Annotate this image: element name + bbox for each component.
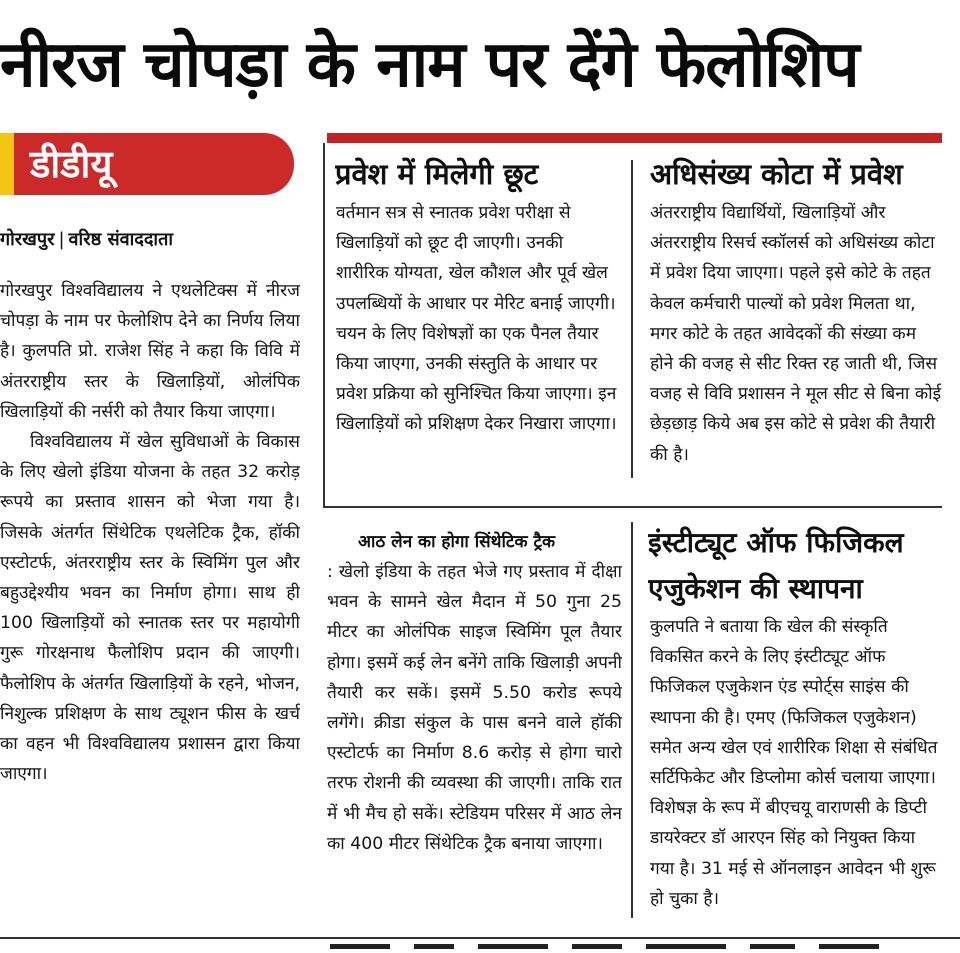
next-article-cropped-text [330, 944, 950, 953]
quota-box-body: अंतरराष्ट्रीय विद्यार्थियों, खिलाड़ियों और अंतरराष्ट्रीय रिसर्च स्कॉलर्स को अधिसंख्य कोटा में प्रवेश दिया जाएगा। पहले इसे कोटे के तहत केवल कर्मचारी पाल्यों को प्रवेश मिलता था, मगर कोटे के तहत आवेदकों की संख्या कम होने की वजह से सीट रिक्त रह जाती थी, जिस वजह से विवि प्रशासन ने मूल सीट से बिना कोई छेड़छाड़ किये अब इस कोटे से प्रवेश की तैयारी की है। [650, 203, 942, 465]
section-divider [323, 506, 942, 508]
top-red-rule [327, 133, 942, 143]
section-tag-accent [0, 133, 14, 195]
section-tag-label: डीडीयू [30, 142, 113, 186]
byline-reporter: वरिष्ठ संवाददाता [68, 229, 173, 250]
admission-box-body: वर्तमान सत्र से स्नातक प्रवेश परीक्षा से खिलाड़ियों को छूट दी जाएगी। उनकी शारीरिक योग्यता, खेल कौशल और पूर्व खेल उपलब्धियों के आधार पर मेरिट बनाई जाएगी। चयन के लिए विशेषज्ञों का एक पैनल तैयार किया जाएगा, उनकी संस्तुति के आधार पर प्रवेश प्रक्रिया को सुनिश्चित किया जाएगा। इन खिलाड़ियों को प्रशिक्षण देकर निखारा जाएगा। [336, 203, 617, 435]
column-divider [323, 143, 325, 506]
track-box-title: आठ लेन का होगा सिंथेटिक ट्रैक [358, 532, 556, 552]
byline-separator: | [58, 229, 65, 250]
main-story-paragraph: विश्वविद्यालय में खेल सुविधाओं के विकास के लिए खेलो इंडिया योजना के तहत 32 करोड़ रूपये का प्रस्ताव शासन को भेजा गया है। जिसके अंतर्गत सिंथेटिक एथलेटिक ट्रैक, हॉकी एस्टोटर्फ, अंतरराष्ट्रीय स्तर के स्विमिंग पुल और बहुउद्देश्यीय भवन का निर्माण होगा। साथ ही 100 खिलाड़ियों को स्नातक स्तर पर महायोगी गुरू गोरक्षनाथ फैलोशिप प्रदान की जाएगी। फैलोशिप के अंतर्गत खिलाड़ियों के रहने, भोजन, निशुल्क प्रशिक्षण के साथ ट्यूशन फीस के खर्च का वहन भी विश्वविद्यालय प्रशासन द्वारा किया जाएगा। [0, 432, 300, 785]
institute-box-body: कुलपति ने बताया कि खेल की संस्कृति विकसित करने के लिए इंस्टीट्यूट ऑफ फिजिकल एजुकेशन एंड स्पोर्ट्स साइंस की स्थापना की है। एमए (फिजिकल एजुकेशन) समेत अन्य खेल एवं शारीरिक शिक्षा से संबंधित सर्टिफिकेट और डिप्लोमा कोर्स चलाया जाएगा। विशेषज्ञ के रूप में बीएचयू वाराणसी के डिप्टी डायरेक्टर डॉ आरएन सिंह को नियुक्त किया गया है। 31 मई से ऑनलाइन आवेदन भी शुरू हो चुका है। [650, 617, 938, 909]
headline: नीरज चोपड़ा के नाम पर देंगे फेलोशिप [0, 28, 859, 102]
main-story-column [0, 276, 300, 940]
bottom-divider [0, 937, 960, 939]
byline-place: गोरखपुर [0, 229, 55, 250]
track-box-body: : खेलो इंडिया के तहत भेजे गए प्रस्ताव में दीक्षा भवन के सामने खेल मैदान में 50 गुना 25 मीटर का ओलंपिक साइज स्विमिंग पूल तैयार होगा। इसमें कई लेन बनेंगे ताकि खिलाड़ी अपनी तैयारी कर सकें। इसमें 5.50 करोड रूपये लगेंगे। क्रीडा संकुल के पास बनने वाले हॉकी एस्टोटर्फ का निर्माण 8.6 करोड़ से होगा चारो तरफ रोशनी की व्यवस्था की जाएगी। ताकि रात में भी मैच हो सकें। स्टेडियम परिसर में आठ लेन का 400 मीटर सिंथेटिक ट्रैक बनाया जाएगा। [327, 562, 622, 854]
column-divider [631, 160, 633, 478]
byline [0, 222, 300, 258]
admission-box-title: प्रवेश में मिलेगी छूट [335, 157, 539, 191]
main-story-paragraph: गोरखपुर विश्वविद्यालय ने एथलेटिक्स में नीरज चोपड़ा के नाम पर फेलोशिप देने का निर्णय लिया है। कुलपति प्रो. राजेश सिंह ने कहा कि विवि में अंतरराष्ट्रीय स्तर के खिलाड़ियों, ओलंपिक खिलाड़ियों की नर्सरी को तैयार किया जाएगा। [0, 281, 300, 422]
column-divider [631, 522, 633, 918]
quota-box-title: अधिसंख्य कोटा में प्रवेश [650, 157, 903, 191]
institute-box-title: इंस्टीट्यूट ऑफ फिजिकल एजुकेशन की स्थापना [648, 526, 904, 605]
section-tag [0, 133, 294, 195]
